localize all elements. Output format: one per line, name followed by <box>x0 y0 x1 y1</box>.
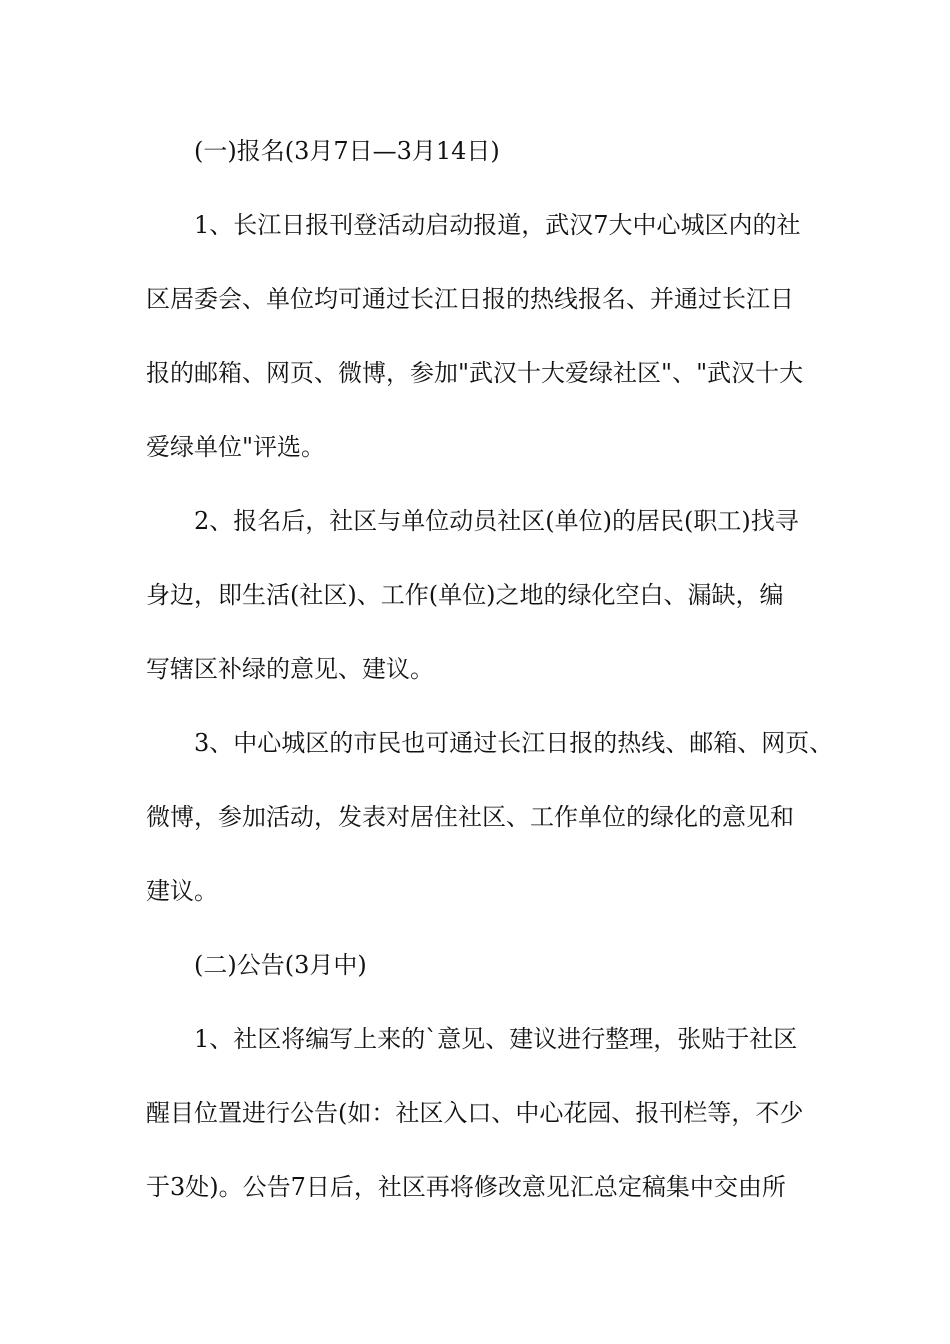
paragraph-line: 身边，即生活(社区)、工作(单位)之地的绿化空白、漏缺，编 <box>146 581 784 609</box>
paragraph-line: 2、报名后，社区与单位动员社区(单位)的居民(职工)找寻 <box>194 507 799 535</box>
paragraph-line: 写辖区补绿的意见、建议。 <box>146 655 434 683</box>
paragraph-line: 1、长江日报刊登活动启动报道，武汉7大中心城区内的社 <box>194 211 801 239</box>
paragraph-line: 报的邮箱、网页、微博，参加"武汉十大爱绿社区"、"武汉十大 <box>146 359 804 387</box>
paragraph-line: 建议。 <box>146 877 218 905</box>
document-body <box>146 127 834 1237</box>
paragraph-line: 爱绿单位"评选。 <box>146 433 326 461</box>
section-heading-announcement: (二)公告(3月中) <box>194 951 367 979</box>
paragraph-line: 1、社区将编写上来的`意见、建议进行整理，张贴于社区 <box>194 1025 798 1053</box>
paragraph-line: 于3处)。公告7日后，社区再将修改意见汇总定稿集中交由所 <box>146 1173 786 1201</box>
paragraph-line: 区居委会、单位均可通过长江日报的热线报名、并通过长江日 <box>146 285 794 313</box>
paragraph-line: 醒目位置进行公告(如：社区入口、中心花园、报刊栏等，不少 <box>146 1099 804 1127</box>
section-heading-registration: (一)报名(3月7日—3月14日) <box>194 137 500 165</box>
paragraph-line: 3、中心城区的市民也可通过长江日报的热线、邮箱、网页、 <box>194 729 834 757</box>
paragraph-line: 微博，参加活动，发表对居住社区、工作单位的绿化的意见和 <box>146 803 794 831</box>
